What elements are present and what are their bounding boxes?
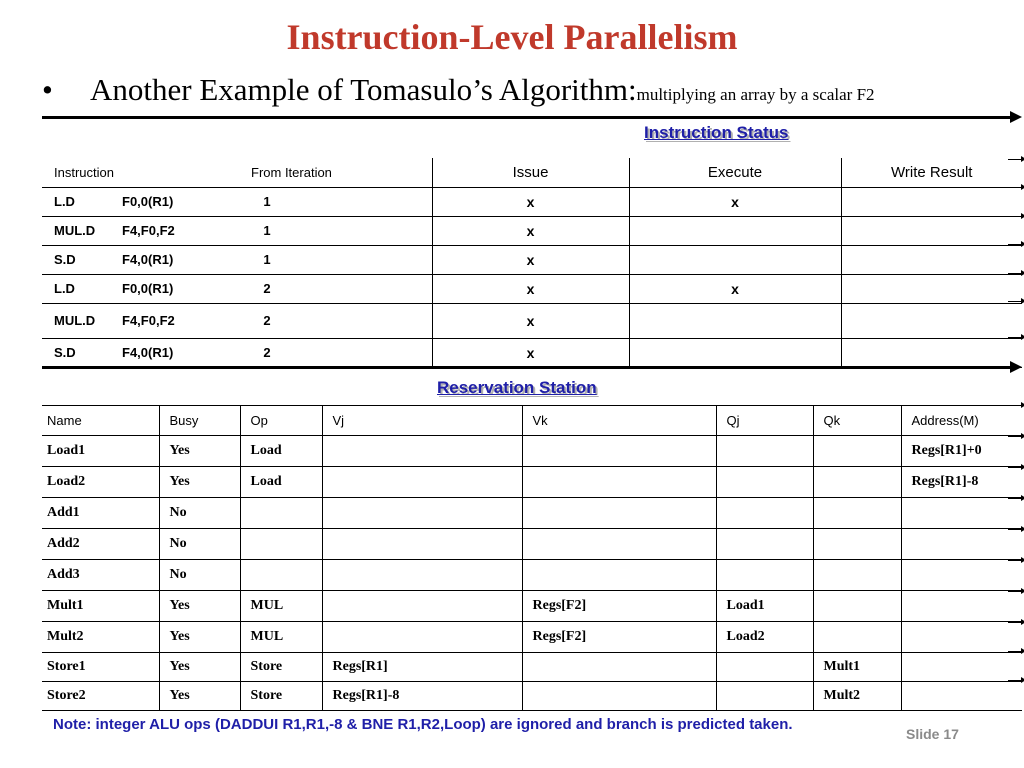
rs-cell [240, 529, 322, 560]
rs-cell: Regs[F2] [522, 591, 716, 622]
rs-cell: Mult2 [813, 682, 901, 711]
rs-cell: Yes [159, 467, 240, 498]
execute-cell [629, 216, 841, 245]
rs-cell: Load2 [716, 622, 813, 653]
row-arrow-icon [1008, 301, 1022, 302]
rs-cell [322, 436, 522, 467]
issue-cell: x [432, 245, 629, 274]
rs-row [42, 467, 1022, 498]
instruction-op: L.D [54, 281, 75, 296]
instruction-op: MUL.D [54, 223, 96, 238]
issue-cell: x [432, 274, 629, 303]
rs-cell [522, 560, 716, 591]
rs-cell: Add3 [47, 567, 80, 582]
rs-cell [522, 467, 716, 498]
rs-cell: No [159, 529, 240, 560]
rs-cell [240, 560, 322, 591]
rs-cell [716, 682, 813, 711]
rs-header-busy: Busy [159, 406, 240, 436]
row-arrow-icon [1008, 405, 1022, 406]
instruction-operands: F4,0(R1) [122, 345, 174, 360]
row-arrow-icon [1008, 467, 1022, 468]
execute-cell: x [629, 274, 841, 303]
rs-row [42, 653, 1022, 682]
rs-cell [716, 467, 813, 498]
rs-cell: Store1 [47, 659, 86, 674]
bullet-icon: • [42, 72, 53, 107]
rs-cell: Load2 [47, 474, 86, 489]
rs-cell: Yes [159, 436, 240, 467]
row-arrow-icon [1008, 560, 1022, 561]
rs-cell: Yes [159, 591, 240, 622]
execute-cell [629, 245, 841, 274]
rs-cell: Yes [159, 653, 240, 682]
reservation-station-label: Reservation Station [437, 378, 597, 397]
instruction-iteration: 2 [263, 281, 271, 296]
write-result-cell [841, 187, 1022, 216]
instruction-cell [42, 187, 432, 216]
execute-cell [629, 338, 841, 367]
row-arrow-icon [1008, 591, 1022, 592]
divider-arrow-top [42, 116, 1010, 119]
write-result-cell [841, 216, 1022, 245]
write-result-cell [841, 338, 1022, 367]
rs-cell: Mult1 [813, 653, 901, 682]
rs-cell [813, 529, 901, 560]
row-arrow-icon [1008, 498, 1022, 499]
divider-arrow-middle [42, 366, 1010, 369]
rs-cell [522, 498, 716, 529]
row-arrow-icon [1008, 159, 1022, 160]
row-arrow-icon [1008, 244, 1022, 245]
rs-cell [813, 498, 901, 529]
instruction-cell [42, 338, 432, 367]
row-arrow-icon [1008, 680, 1022, 681]
instruction-cell [42, 303, 432, 338]
rs-cell [522, 529, 716, 560]
rs-cell: Load1 [716, 591, 813, 622]
rs-cell [716, 498, 813, 529]
execute-cell [629, 303, 841, 338]
rs-cell [901, 560, 1022, 591]
header-instruction: Instruction From Iteration [54, 164, 332, 180]
rs-cell [322, 467, 522, 498]
execute-cell: x [629, 187, 841, 216]
rs-cell: Load [240, 436, 322, 467]
reservation-station-table [42, 405, 1022, 711]
instruction-status-row [42, 338, 1022, 367]
rs-cell: Regs[R1]-8 [901, 467, 1022, 498]
rs-cell [813, 622, 901, 653]
instruction-cell [42, 216, 432, 245]
rs-cell: No [159, 498, 240, 529]
rs-header-qj: Qj [716, 406, 813, 436]
rs-cell: Regs[R1]+0 [901, 436, 1022, 467]
row-arrow-icon [1008, 436, 1022, 437]
rs-cell [240, 498, 322, 529]
issue-cell: x [432, 338, 629, 367]
instruction-op: S.D [54, 252, 76, 267]
rs-row [42, 682, 1022, 711]
rs-cell [813, 436, 901, 467]
rs-cell: Regs[R1]-8 [322, 682, 522, 711]
rs-header-vj: Vj [322, 406, 522, 436]
instruction-operands: F0,0(R1) [122, 281, 174, 296]
rs-cell: Load [240, 467, 322, 498]
instruction-operands: F4,F0,F2 [122, 313, 175, 328]
instruction-iteration: 2 [263, 313, 271, 328]
instruction-status-row [42, 245, 1022, 274]
write-result-cell [841, 245, 1022, 274]
rs-cell: Mult2 [47, 629, 84, 644]
rs-cell [716, 653, 813, 682]
reservation-station-header-row [42, 406, 1022, 436]
rs-cell: MUL [240, 591, 322, 622]
instruction-op: MUL.D [54, 313, 96, 328]
issue-cell: x [432, 216, 629, 245]
rs-cell [716, 436, 813, 467]
write-result-cell [841, 303, 1022, 338]
rs-cell: Add2 [47, 536, 80, 551]
rs-cell [322, 622, 522, 653]
rs-cell: Add1 [47, 505, 80, 520]
rs-cell: Load1 [47, 443, 86, 458]
rs-cell: Regs[F2] [522, 622, 716, 653]
header-execute: Execute [629, 158, 841, 187]
instruction-status-row [42, 303, 1022, 338]
instruction-operands: F4,F0,F2 [122, 223, 175, 238]
row-arrow-icon [1008, 273, 1022, 274]
rs-cell: Store [240, 653, 322, 682]
issue-cell: x [432, 303, 629, 338]
slide-number: Slide 17 [906, 726, 959, 742]
row-arrow-icon [1008, 187, 1022, 188]
instruction-op: L.D [54, 194, 75, 209]
write-result-cell [841, 274, 1022, 303]
row-arrow-icon [1008, 529, 1022, 530]
slide-title: Instruction-Level Parallelism [286, 17, 738, 57]
instruction-op: S.D [54, 345, 76, 360]
row-arrow-icon [1008, 216, 1022, 217]
rs-row [42, 622, 1022, 653]
rs-cell: No [159, 560, 240, 591]
rs-cell: Store [240, 682, 322, 711]
instruction-status-row [42, 216, 1022, 245]
rs-cell: Yes [159, 682, 240, 711]
rs-row [42, 529, 1022, 560]
header-issue: Issue [432, 158, 629, 187]
subtitle [42, 72, 875, 108]
rs-cell [901, 591, 1022, 622]
instruction-operands: F4,0(R1) [122, 252, 174, 267]
issue-cell: x [432, 187, 629, 216]
instruction-iteration: 2 [263, 345, 271, 360]
instruction-cell [42, 274, 432, 303]
rs-cell [322, 498, 522, 529]
rs-header-name: Name [47, 413, 82, 428]
rs-row [42, 560, 1022, 591]
rs-cell [322, 560, 522, 591]
instruction-iteration: 1 [263, 252, 271, 267]
rs-cell [322, 591, 522, 622]
rs-cell [522, 682, 716, 711]
subtitle-small: multiplying an array by a scalar F2 [636, 85, 875, 104]
rs-cell: Regs[R1] [322, 653, 522, 682]
rs-cell: Yes [159, 622, 240, 653]
rs-header-op: Op [240, 406, 322, 436]
header-write-result: Write Result [841, 158, 1022, 187]
instruction-status-label: Instruction Status [644, 123, 789, 142]
rs-cell: Mult1 [47, 598, 84, 613]
footnote: Note: integer ALU ops (DADDUI R1,R1,-8 & BNE R1,R2,Loop) are ignored and branch is predicted taken. [53, 716, 793, 733]
rs-header-qk: Qk [813, 406, 901, 436]
rs-row [42, 591, 1022, 622]
rs-cell [322, 529, 522, 560]
instruction-iteration: 1 [263, 194, 271, 209]
rs-row [42, 498, 1022, 529]
row-arrow-icon [1008, 337, 1022, 338]
rs-cell [901, 622, 1022, 653]
rs-cell: MUL [240, 622, 322, 653]
rs-row [42, 436, 1022, 467]
rs-cell [813, 467, 901, 498]
rs-cell [901, 498, 1022, 529]
header-from-iteration: From Iteration [251, 164, 332, 180]
rs-cell [716, 529, 813, 560]
rs-cell [522, 436, 716, 467]
instruction-status-table [42, 158, 1022, 368]
rs-cell [901, 653, 1022, 682]
instruction-status-row [42, 274, 1022, 303]
instruction-operands: F0,0(R1) [122, 194, 174, 209]
rs-cell [522, 653, 716, 682]
row-arrow-icon [1008, 651, 1022, 652]
rs-cell [813, 591, 901, 622]
rs-cell [901, 682, 1022, 711]
row-arrow-icon [1008, 622, 1022, 623]
instruction-iteration: 1 [263, 223, 271, 238]
rs-cell [813, 560, 901, 591]
rs-header-address-m: Address(M) [901, 406, 1022, 436]
rs-header-vk: Vk [522, 406, 716, 436]
rs-cell: Store2 [47, 688, 86, 703]
rs-cell [901, 529, 1022, 560]
subtitle-main: Another Example of Tomasulo’s Algorithm: [90, 72, 637, 107]
instruction-status-header-row [42, 158, 1022, 187]
instruction-status-row [42, 187, 1022, 216]
rs-cell [716, 560, 813, 591]
instruction-cell [42, 245, 432, 274]
